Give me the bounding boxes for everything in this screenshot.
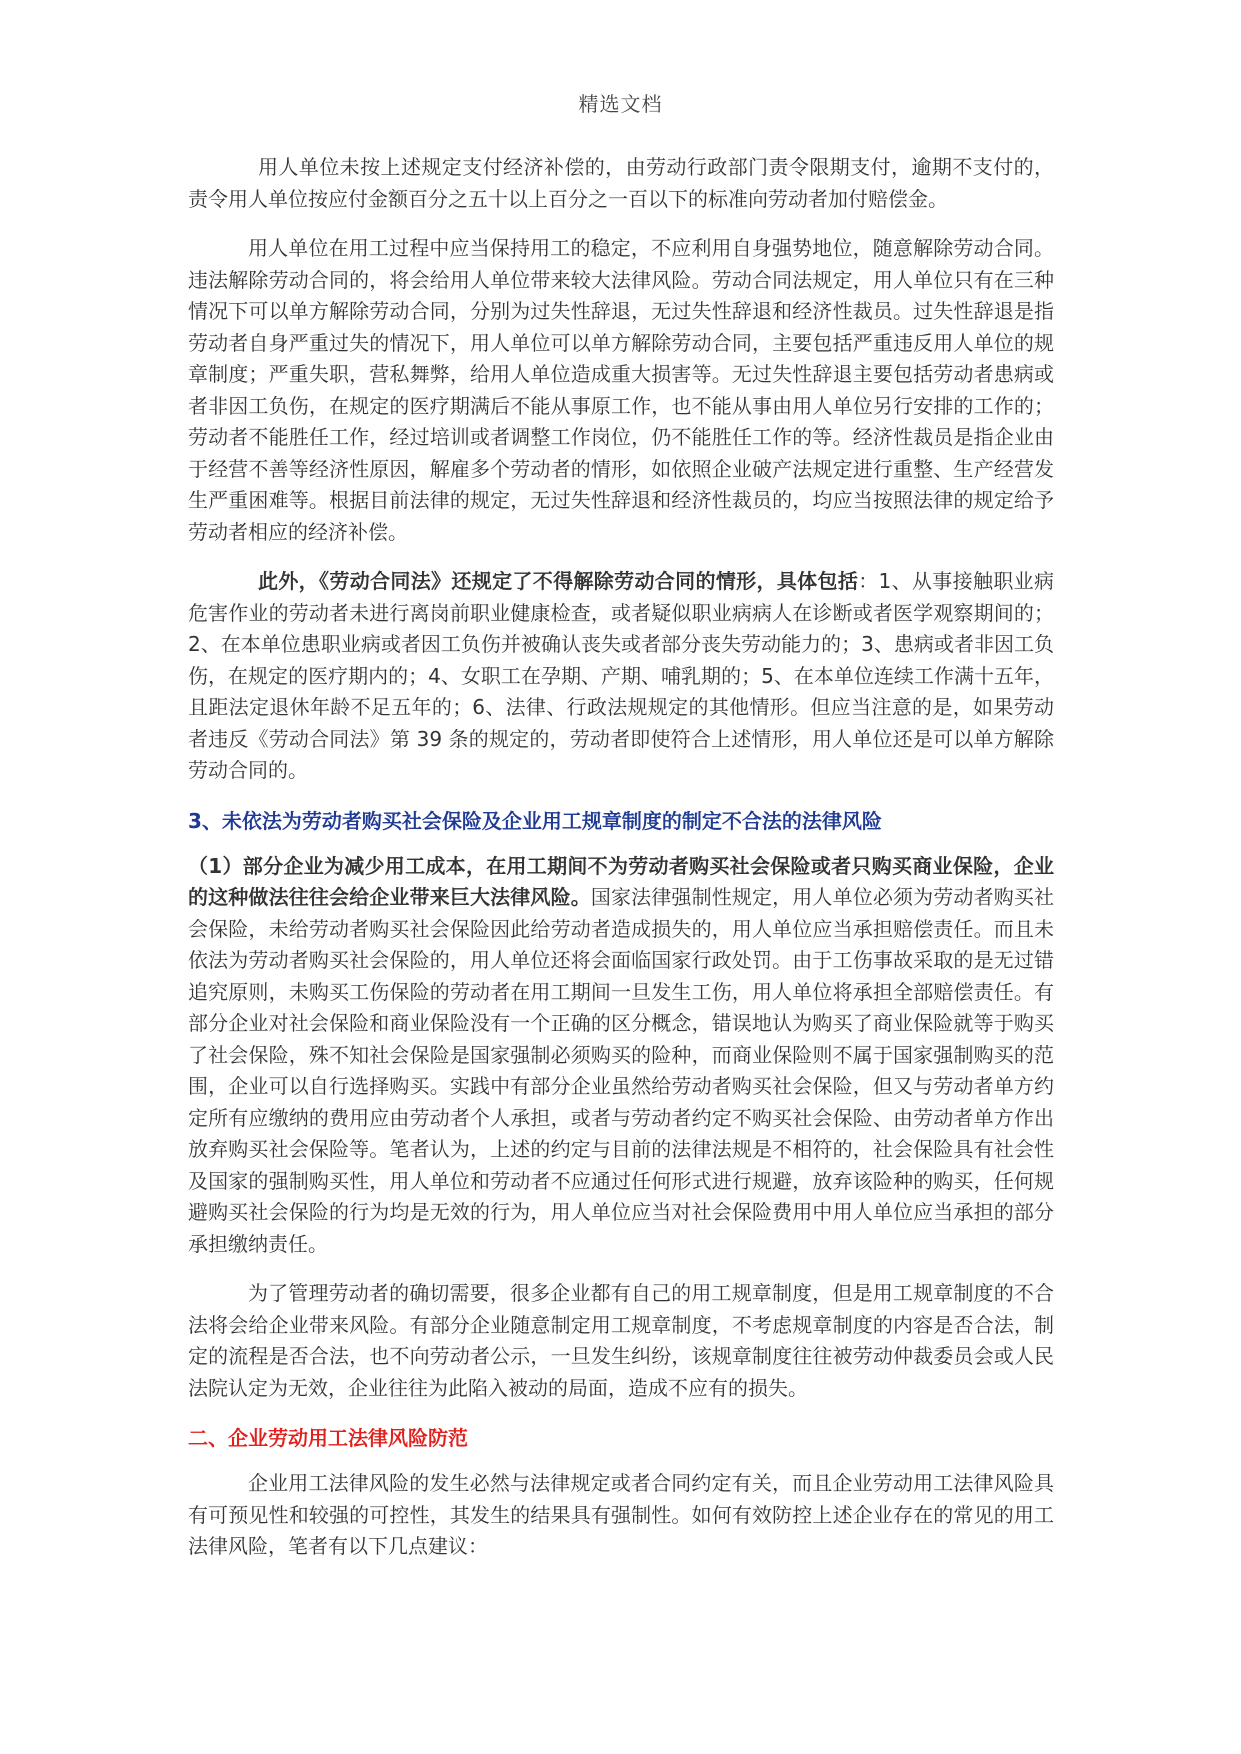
paragraph-compensation-penalty: 用人单位未按上述规定支付经济补偿的，由劳动行政部门责令限期支付，逾期不支付的，责令用人单位按应付金额百分之五十以上百分之一百以下的标准向劳动者加付赔偿金。 — [188, 155, 1054, 211]
paragraph-non-termination-cases — [188, 566, 1054, 787]
paragraph-non-termination-lead: 此外，《劳动合同法》还规定了不得解除劳动合同的情形，具体包括 — [258, 569, 859, 593]
paragraph-rules-risk: 为了管理劳动者的确切需要，很多企业都有自己的用工规章制度，但是用工规章制度的不合法将会给企业带来风险。有部分企业随意制定用工规章制度，不考虑规章制度的内容是否合法，制定的流程是否合法，也不向劳动者公示，一旦发生纠纷，该规章制度往往被劳动仲裁委员会或人民法院认定为无效，企业往往为此陷入被动的局面，造成不应有的损失。 — [188, 1281, 1054, 1400]
document-body — [188, 152, 1054, 1563]
section-heading-social-insurance: 3、未依法为劳动者购买社会保险及企业用工规章制度的制定不合法的法律风险 — [188, 808, 882, 833]
paragraph-social-insurance-lead: （1）部分企业为减少用工成本，在用工期间不为劳动者购买社会保险或者只购买商业保险，企业的这种做法往往会给企业带来巨大法律风险。 — [188, 853, 1054, 909]
section-heading-risk-prevention: 二、企业劳动用工法律风险防范 — [188, 1426, 468, 1450]
paragraph-non-termination-list: ：1、从事接触职业病危害作业的劳动者未进行离岗前职业健康检查，或者疑似职业病病人在诊断或者医学观察期间的；2、在本单位患职业病或者因工负伤并被确认丧失或者部分丧失劳动能力的；3、患病或者非因工负伤，在规定的医疗期内的；4、女职工在孕期、产期、哺乳期的；5、在本单位连续工作满十五年，且距法定退休年龄不足五年的；6、法律、行政法规规定的其他情形。但应当注意的是，如果劳动者违反《劳动合同法》第 39 条的规定的，劳动者即使符合上述情形，用人单位还是可以单方解除劳动合同的。 — [188, 569, 1055, 782]
paragraph-social-insurance-risk — [188, 851, 1054, 1261]
paragraph-termination-risk: 用人单位在用工过程中应当保持用工的稳定，不应利用自身强势地位，随意解除劳动合同。违法解除劳动合同的，将会给用人单位带来较大法律风险。劳动合同法规定，用人单位只有在三种情况下可以单方解除劳动合同，分别为过失性辞退，无过失性辞退和经济性裁员。过失性辞退是指劳动者自身严重过失的情况下，用人单位可以单方解除劳动合同，主要包括严重违反用人单位的规章制度；严重失职，营私舞弊，给用人单位造成重大损害等。无过失性辞退主要包括劳动者患病或者非因工负伤，在规定的医疗期满后不能从事原工作，也不能从事由用人单位另行安排的工作的；劳动者不能胜任工作，经过培训或者调整工作岗位，仍不能胜任工作的等。经济性裁员是指企业由于经营不善等经济性原因，解雇多个劳动者的情形，如依照企业破产法规定进行重整、生产经营发生严重困难等。根据目前法律的规定，无过失性辞退和经济性裁员的，均应当按照法律的规定给予劳动者相应的经济补偿。 — [188, 236, 1054, 544]
page-header: 精选文档 — [578, 92, 663, 116]
paragraph-social-insurance-detail: 国家法律强制性规定，用人单位必须为劳动者购买社会保险，未给劳动者购买社会保险因此给劳动者造成损失的，用人单位应当承担赔偿责任。而且未依法为劳动者购买社会保险的，用人单位还将会面临国家行政处罚。由于工伤事故采取的是无过错追究原则，未购买工伤保险的劳动者在用工期间一旦发生工伤，用人单位将承担全部赔偿责任。有部分企业对社会保险和商业保险没有一个正确的区分概念，错误地认为购买了商业保险就等于购买了社会保险，殊不知社会保险是国家强制必须购买的险种，而商业保险则不属于国家强制购买的范围，企业可以自行选择购买。实践中有部分企业虽然给劳动者购买社会保险，但又与劳动者单方约定所有应缴纳的费用应由劳动者个人承担，或者与劳动者约定不购买社会保险、由劳动者单方作出放弃购买社会保险等。笔者认为，上述的约定与目前的法律法规是不相符的，社会保险具有社会性及国家的强制购买性，用人单位和劳动者不应通过任何形式进行规避，放弃该险种的购买，任何规避购买社会保险的行为均是无效的行为，用人单位应当对社会保险费用中用人单位应当承担的部分承担缴纳责任。 — [188, 885, 1055, 1256]
paragraph-prevention-intro: 企业用工法律风险的发生必然与法律规定或者合同约定有关，而且企业劳动用工法律风险具有可预见性和较强的可控性，其发生的结果具有强制性。如何有效防控上述企业存在的常见的用工法律风险，笔者有以下几点建议： — [188, 1471, 1054, 1558]
